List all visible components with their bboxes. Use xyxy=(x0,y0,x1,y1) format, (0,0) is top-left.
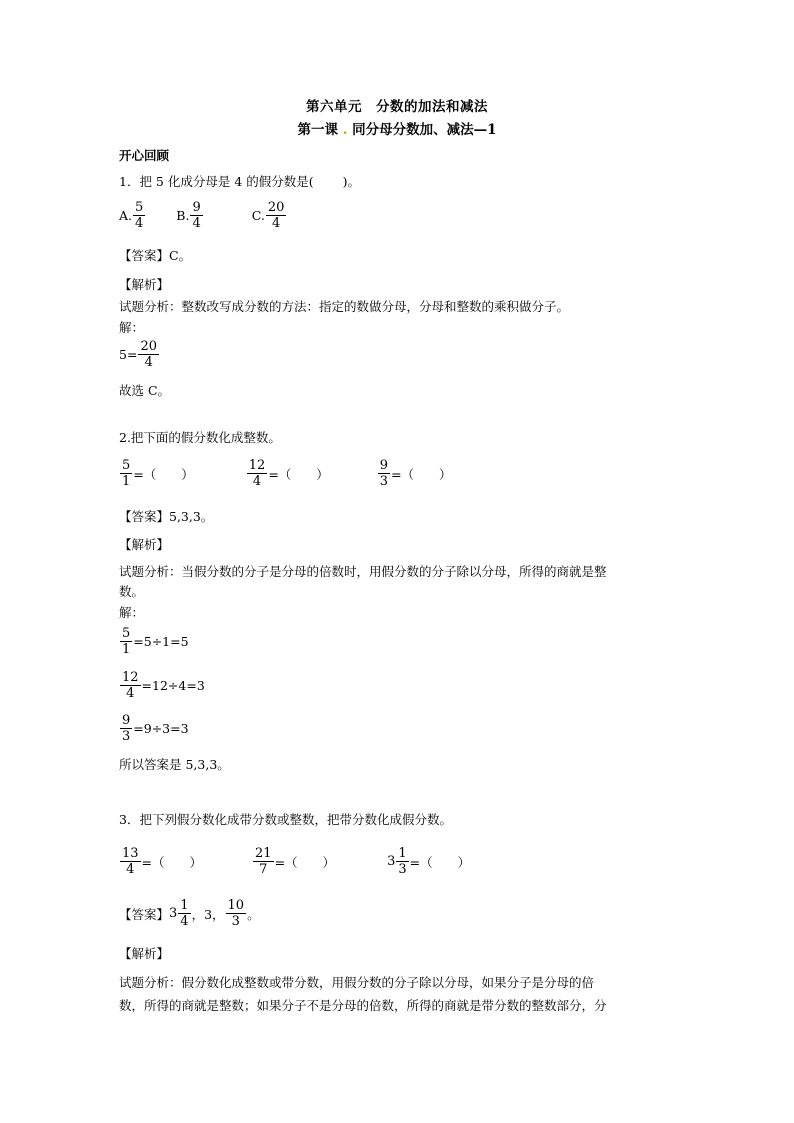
lesson-title-b: 同分母分数加、减法—1 xyxy=(352,122,497,138)
section-heading: 开心回顾 xyxy=(119,148,170,163)
q1-opt-c-label: C. xyxy=(251,208,265,223)
q2-items xyxy=(119,458,452,489)
lesson-title xyxy=(0,118,794,138)
q3-answer-mixed: 3 $\frac{1}{4}$ xyxy=(169,898,189,929)
lesson-title-a: 第一课 xyxy=(297,122,338,138)
q2-step-1: $\frac{5}{1}$ =5÷1=5 xyxy=(122,626,189,657)
q3-item-1-fraction: $\frac{13}{4}$ xyxy=(122,846,139,877)
q3-item-3-mixed: 3 $\frac{1}{3}$ xyxy=(387,846,407,877)
q1-method: 试题分析：整数改写成分数的方法：指定的数做分母，分母和整数的乘积做分子。 xyxy=(119,299,570,314)
q3-item-2-fraction: $\frac{21}{7}$ xyxy=(255,846,272,877)
q2-step-2: $\frac{12}{4}$ =12÷4=3 xyxy=(122,670,205,701)
q2-item-3-fraction: $\frac{9}{3}$ xyxy=(379,458,389,489)
q1-opt-c-fraction: $\frac{20}{4}$ xyxy=(267,200,285,231)
q1-opt-a-fraction: $\frac{5}{4}$ xyxy=(135,200,144,231)
q3-answer-fraction: $\frac{10}{3}$ xyxy=(227,898,245,929)
q1-stem: 1．把 5 化成分母是 4 的假分数是( )。 xyxy=(119,174,360,189)
q2-jie: 解： xyxy=(119,605,145,620)
q1-eq-left: 5= xyxy=(119,347,138,362)
q2-item-1-blank: =（ ） xyxy=(133,466,194,482)
q1-options xyxy=(119,200,287,231)
q3-stem: 3．把下列假分数化成带分数或整数，把带分数化成假分数。 xyxy=(119,812,452,827)
q1-conclusion: 故选 C。 xyxy=(119,383,171,398)
lesson-title-dot: . xyxy=(342,122,348,138)
q1-answer: 【答案】C。 xyxy=(119,248,192,263)
q3-item-3-blank: =（ ） xyxy=(409,854,471,870)
q2-answer: 【答案】5,3,3。 xyxy=(119,509,214,524)
q1-opt-b-label: B. xyxy=(176,208,190,223)
q2-method-2: 数。 xyxy=(119,584,145,599)
q2-item-3-blank: =（ ） xyxy=(391,466,452,482)
q1-opt-a-label: A. xyxy=(119,208,133,223)
q1-analysis-label: 【解析】 xyxy=(119,277,170,292)
q1-jie: 解： xyxy=(119,320,145,335)
q3-method-1: 试题分析：假分数化成整数或带分数，用假分数的分子除以分母，如果分子是分母的倍 xyxy=(119,975,595,990)
q3-items xyxy=(119,846,470,877)
q3-answer: 【答案】 3 $\frac{1}{4}$ ，3， $\frac{10}{3}$ 。 xyxy=(119,898,260,929)
q3-analysis-label: 【解析】 xyxy=(119,946,170,961)
q3-method-2: 数，所得的商就是整数；如果分子不是分母的倍数，所得的商就是带分数的整数部分，分 xyxy=(119,998,607,1013)
q2-conclusion: 所以答案是 5,3,3。 xyxy=(119,757,230,772)
unit-title: 第六单元 分数的加法和减法 xyxy=(306,99,488,115)
q2-item-2-blank: =（ ） xyxy=(268,466,329,482)
q1-opt-b-fraction: $\frac{9}{4}$ xyxy=(192,200,201,231)
q2-item-2-fraction: $\frac{12}{4}$ xyxy=(248,458,266,489)
q3-item-1-blank: =（ ） xyxy=(141,854,203,870)
q3-item-2-blank: =（ ） xyxy=(274,854,336,870)
q2-analysis-label: 【解析】 xyxy=(119,537,170,552)
q2-stem: 2.把下面的假分数化成整数。 xyxy=(119,430,281,445)
q1-equation xyxy=(119,339,160,370)
q1-eq-fraction: $\frac{20}{4}$ xyxy=(140,339,157,370)
q2-method-1: 试题分析：当假分数的分子是分母的倍数时，用假分数的分子除以分母，所得的商就是整 xyxy=(119,564,607,579)
q2-step-3: $\frac{9}{3}$ =9÷3=3 xyxy=(122,713,189,744)
q2-item-1-fraction: $\frac{5}{1}$ xyxy=(122,458,131,489)
